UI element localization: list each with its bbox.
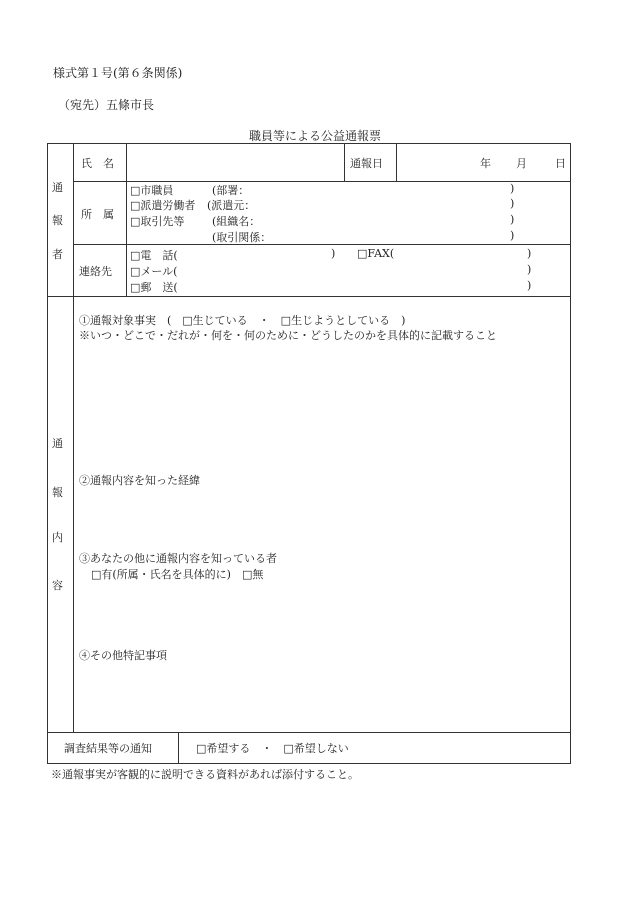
field-department-close: ): [510, 182, 515, 195]
item-1-reported-fact: ①通報対象事実 ( □生じている ・ □生じようとしている ): [79, 314, 406, 327]
option-business-partner[interactable]: □取引先等: [130, 215, 185, 228]
item-3-others-aware: ③あなたの他に通報内容を知っている者: [79, 552, 277, 565]
affiliation-label: 所 属: [81, 208, 114, 221]
content-section-char-3: 内: [52, 531, 63, 544]
option-dispatched-worker[interactable]: □派遣労働者: [130, 199, 196, 212]
name-field[interactable]: [129, 147, 341, 178]
item-4-other-notes: ④その他特記事項: [79, 649, 167, 662]
date-day-label: 日: [555, 157, 566, 170]
report-date-label: 通報日: [350, 157, 383, 170]
date-year-label: 年: [480, 157, 491, 170]
reporter-section-char-3: 者: [52, 248, 63, 261]
option-email-close: ): [527, 263, 532, 276]
item-1-note: ※いつ・どこで・だれが・何を・何のために・どうしたのかを具体的に記載すること: [79, 329, 497, 342]
option-email[interactable]: □メール(: [130, 265, 178, 278]
contact-label: 連絡先: [79, 265, 112, 278]
option-phone-close: ): [331, 247, 336, 260]
notification-label: 調査結果等の通知: [64, 742, 152, 755]
name-label: 氏 名: [81, 157, 114, 170]
item-1-text-area[interactable]: [79, 342, 565, 464]
option-fax-close: ): [527, 247, 532, 260]
item-2-how-known: ②通報内容を知った経緯: [79, 474, 200, 487]
field-dispatch-source: (派遣元：: [207, 199, 256, 212]
item-4-text-area[interactable]: [79, 662, 565, 726]
field-dispatch-source-close: ): [510, 197, 515, 210]
field-organization-name-close: ): [510, 213, 515, 226]
content-section-char-4: 容: [52, 579, 63, 592]
form-title: 職員等による公益通報票: [248, 129, 381, 143]
content-section-char-1: 通: [52, 437, 63, 450]
date-month-label: 月: [516, 157, 527, 170]
addressee: （宛先）五條市長: [58, 98, 155, 112]
option-mail[interactable]: □郵 送(: [130, 281, 178, 294]
field-department: (部署：: [212, 184, 250, 197]
item-2-text-area[interactable]: [79, 487, 565, 544]
content-section-char-2: 報: [52, 486, 63, 499]
reporter-section-char-1: 通: [52, 181, 63, 194]
form-number: 様式第１号(第６条関係): [53, 66, 183, 80]
reporter-section-char-2: 報: [52, 214, 63, 227]
option-fax[interactable]: □FAX(: [357, 247, 395, 260]
field-business-relation: (取引関係：: [212, 231, 272, 244]
footnote: ※通報事実が客観的に説明できる資料があれば添付すること。: [51, 768, 359, 781]
notification-options[interactable]: □希望する ・ □希望しない: [196, 742, 349, 755]
option-phone[interactable]: □電 話(: [130, 249, 178, 262]
field-organization-name: (組織名：: [212, 215, 261, 228]
option-mail-close: ): [527, 279, 532, 292]
option-city-employee[interactable]: □市職員: [130, 184, 174, 197]
field-business-relation-close: ): [510, 229, 515, 242]
item-3-text-area[interactable]: [79, 582, 565, 637]
item-3-options[interactable]: □有(所属・氏名を具体的に) □無: [91, 568, 264, 581]
